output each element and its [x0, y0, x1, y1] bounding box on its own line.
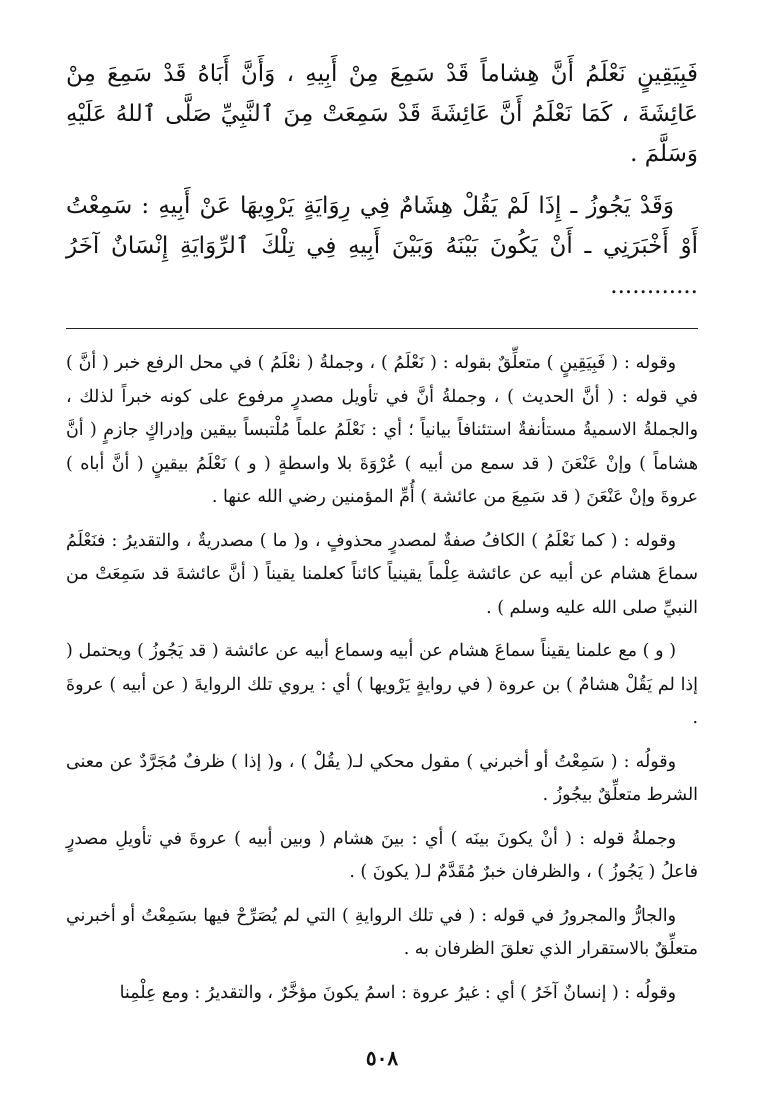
commentary-paragraph-3: ( و ) مع علمنا يقيناً سماعَ هشام عن أبيه وسماع أبيه عن عائشة ( قد يَجُوزُ ) ويحتمل ( إذا لم يَقُلْ هشامٌ ) بن عروة ( في روايةٍ يَرْويها ) أي : يروي تلك الروايةَ ( عن أبيه ) عروةَ .: [66, 641, 698, 728]
commentary-paragraph-4: وقولُه : ( سَمِعْتُ أو أخبرني ) مقول محكي لـ( يقُلْ ) ، و( إذا ) ظرفٌ مُجَرَّدٌ عن معنى الشرط متعلِّقٌ بيجُوزُ .: [66, 751, 698, 805]
main-text: [66, 54, 698, 306]
main-text-line-2: [66, 186, 698, 306]
commentary-paragraph-7: وقولُه : ( إنسانٌ آخَرُ ) أي : غيرُ عروة : اسمُ يكونَ مؤخَّرٌ ، والتقديرُ : ومع عِلْمِنا: [119, 982, 676, 1003]
separator-rule: [66, 328, 698, 329]
commentary: [66, 347, 698, 1010]
main-text-line-1: فَبِيَقِينٍ نَعْلَمُ أَنَّ هِشاماً قَدْ سَمِعَ مِنْ أَبِيهِ ، وَأَنَّ أَبَاهُ قَدْ سَمِعَ مِنْ عَائِشَةَ ، كَمَا نَعْلَمُ أَنَّ عَائِشَةَ قَدْ سَمِعَتْ مِنَ ٱلنَّبِيِّ صَلَّى ٱللهُ عَلَيْهِ وَسَلَّمَ .: [66, 61, 698, 167]
main-text-line-2-text: وَقَدْ يَجُوزُ ـ إِذَا لَمْ يَقُلْ هِشَامٌ فِي رِوَايَةٍ يَرْوِيهَا عَنْ أَبِيهِ : سَمِعْتُ أَوْ أَخْبَرَنِي ـ أَنْ يَكُونَ بَيْنَهُ وَبَيْنَ أَبِيهِ فِي تِلْكَ ٱلرِّوَايَةِ إِنْسَانٌ آخَرُ: [66, 193, 698, 259]
ellipsis-dots: ............: [610, 273, 698, 299]
commentary-paragraph-1: وقوله : ( فَبِيَقِينٍ ) متعلِّقٌ بقوله : ( نَعْلَمُ ) ، وجملةُ ( نعْلَمُ ) في محل الرفع خبر ( أنَّ ) في قوله : ( أنَّ الحديث ) ، وجملةُ أنَّ في تأويل مصدرٍ مرفوع على كونه خبراً لذلك ، والجملةُ الاسميةُ مستأنفةٌ استئنافاً بيانياً ؛ أي : نَعْلَمُ علماً مُلْتبساً بيقين وإدراكٍ جازمٍ ( أنَّ هشاماً ) وإنْ عَنْعَنَ ( قد سمع من أبيه ) عُرْوَةَ بلا واسطةٍ ( و ) نَعْلَمُ بيقينٍ ( أنَّ أباه ) عروةَ وإنْ عَنْعَنَ ( قد سَمِعَ من عائشة ) أُمِّ المؤمنين رضي الله عنها .: [66, 353, 698, 507]
commentary-paragraph-6: والجارُّ والمجرورُ في قوله : ( في تلك الروايةِ ) التي لم يُصَرِّحْ فيها بسَمِعْتُ أو أخبرني متعلِّقٌ بالاستقرار الذي تعلقَ الظرفان به .: [66, 905, 698, 959]
page-number: ٥٠٨: [365, 1046, 399, 1070]
page-content: [66, 54, 698, 1020]
commentary-paragraph-2: وقوله : ( كما نَعْلَمُ ) الكافُ صفةٌ لمصدرٍ محذوفٍ ، و( ما ) مصدريةٌ ، والتقديرُ : فنَعْلَمُ سماعَ هشام عن أبيه عن عائشة عِلْماً يقينياً كائناً كعلمنا يقيناً ( أنَّ عائشةَ قد سَمِعَتْ من النبيِّ صلى الله عليه وسلم ) .: [66, 530, 698, 618]
commentary-paragraph-5: وجملةُ قوله : ( أنْ يكونَ بينَه ) أي : بينَ هشام ( وبين أبيه ) عروةَ في تأويلِ مصدرٍ فاعلُ ( يَجُوزُ ) ، والظرفان خبرٌ مُقَدَّمٌ لـ( يكونَ ) .: [66, 828, 698, 882]
